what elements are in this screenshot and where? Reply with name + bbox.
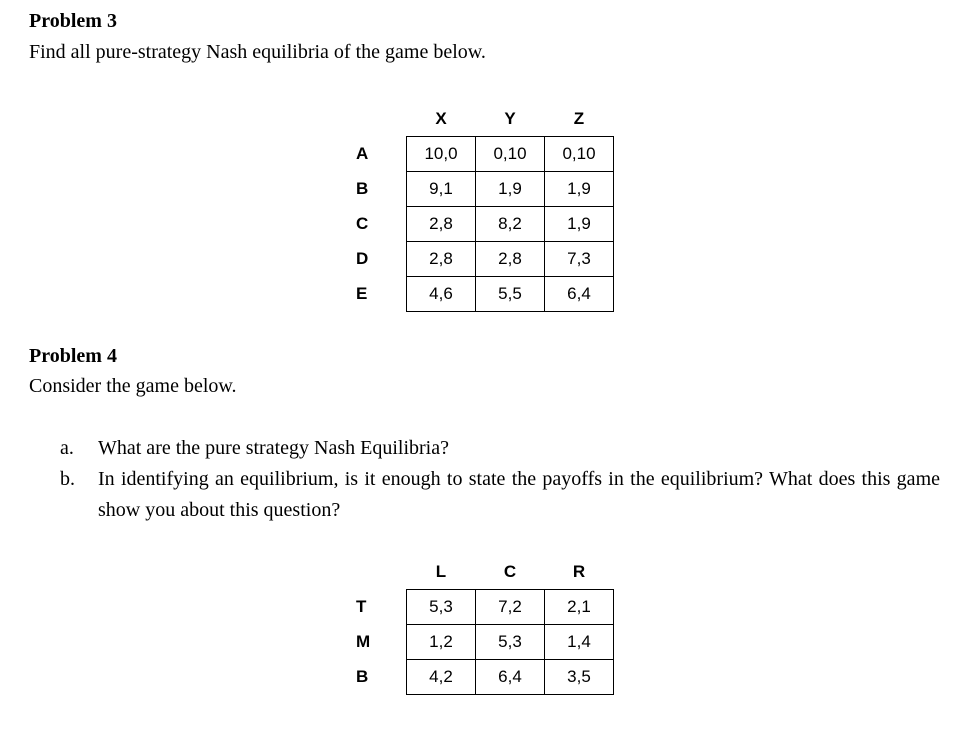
column-strategy-label: R xyxy=(572,562,586,581)
problem-4-prompt: Consider the game below. xyxy=(29,375,237,397)
payoff-cell: 2,1 xyxy=(545,590,614,625)
payoff-cell: 8,2 xyxy=(476,207,545,242)
payoff-cell: 0,10 xyxy=(476,137,545,172)
row-strategy-label: D xyxy=(356,249,369,268)
question-marker: b. xyxy=(60,468,75,490)
payoff-cell: 4,6 xyxy=(407,277,476,312)
payoff-cell: 1,2 xyxy=(407,625,476,660)
payoff-cell: 6,4 xyxy=(545,277,614,312)
question-text: In identifying an equilibrium, is it enough to state the payoffs in the equilibrium? What does this game show you about this question? xyxy=(98,468,940,521)
column-strategy-label: Z xyxy=(573,109,585,128)
question-list xyxy=(60,433,940,526)
payoff-cell: 1,9 xyxy=(545,172,614,207)
column-strategy-label: X xyxy=(435,109,447,128)
payoff-cell: 6,4 xyxy=(476,660,545,695)
payoff-cell: 2,8 xyxy=(407,207,476,242)
problem-4-heading: Problem 4 xyxy=(29,345,117,367)
payoff-cell: 1,9 xyxy=(545,207,614,242)
payoff-cell: 7,2 xyxy=(476,590,545,625)
payoff-cell: 5,3 xyxy=(476,625,545,660)
payoff-cell: 3,5 xyxy=(545,660,614,695)
matrix-row xyxy=(356,277,614,312)
payoff-cell: 5,3 xyxy=(407,590,476,625)
payoff-cell: 4,2 xyxy=(407,660,476,695)
row-strategy-label: B xyxy=(356,667,369,686)
row-strategy-label: B xyxy=(356,179,369,198)
matrix-row xyxy=(356,625,614,660)
payoff-cell: 5,5 xyxy=(476,277,545,312)
matrix-row xyxy=(356,207,614,242)
payoff-cell: 1,4 xyxy=(545,625,614,660)
problem-3-prompt: Find all pure-strategy Nash equilibria of the game below. xyxy=(29,41,486,63)
column-strategy-label: L xyxy=(435,562,447,581)
payoff-cell: 9,1 xyxy=(407,172,476,207)
matrix-row xyxy=(356,242,614,277)
payoff-matrix-problem-3 xyxy=(356,102,614,312)
question-marker: a. xyxy=(60,437,74,459)
column-strategy-label: Y xyxy=(504,109,516,128)
question-b xyxy=(60,464,940,526)
payoff-cell: 0,10 xyxy=(545,137,614,172)
payoff-cell: 7,3 xyxy=(545,242,614,277)
problem-3-heading: Problem 3 xyxy=(29,10,117,32)
row-strategy-label: C xyxy=(356,214,369,233)
payoff-cell: 1,9 xyxy=(476,172,545,207)
row-strategy-label: M xyxy=(356,632,371,651)
payoff-cell: 10,0 xyxy=(407,137,476,172)
question-text: What are the pure strategy Nash Equilibria? xyxy=(98,437,449,459)
row-strategy-label: E xyxy=(356,284,368,303)
row-strategy-label: T xyxy=(356,597,367,616)
matrix-row xyxy=(356,137,614,172)
row-strategy-label: A xyxy=(356,144,369,163)
matrix-row xyxy=(356,660,614,695)
payoff-cell: 2,8 xyxy=(476,242,545,277)
matrix-row xyxy=(356,590,614,625)
corner-cell xyxy=(356,555,407,590)
payoff-cell: 2,8 xyxy=(407,242,476,277)
matrix-row xyxy=(356,172,614,207)
corner-cell xyxy=(356,102,407,137)
column-strategy-label: C xyxy=(503,562,517,581)
question-a xyxy=(60,433,940,464)
payoff-matrix-problem-4 xyxy=(356,555,614,695)
